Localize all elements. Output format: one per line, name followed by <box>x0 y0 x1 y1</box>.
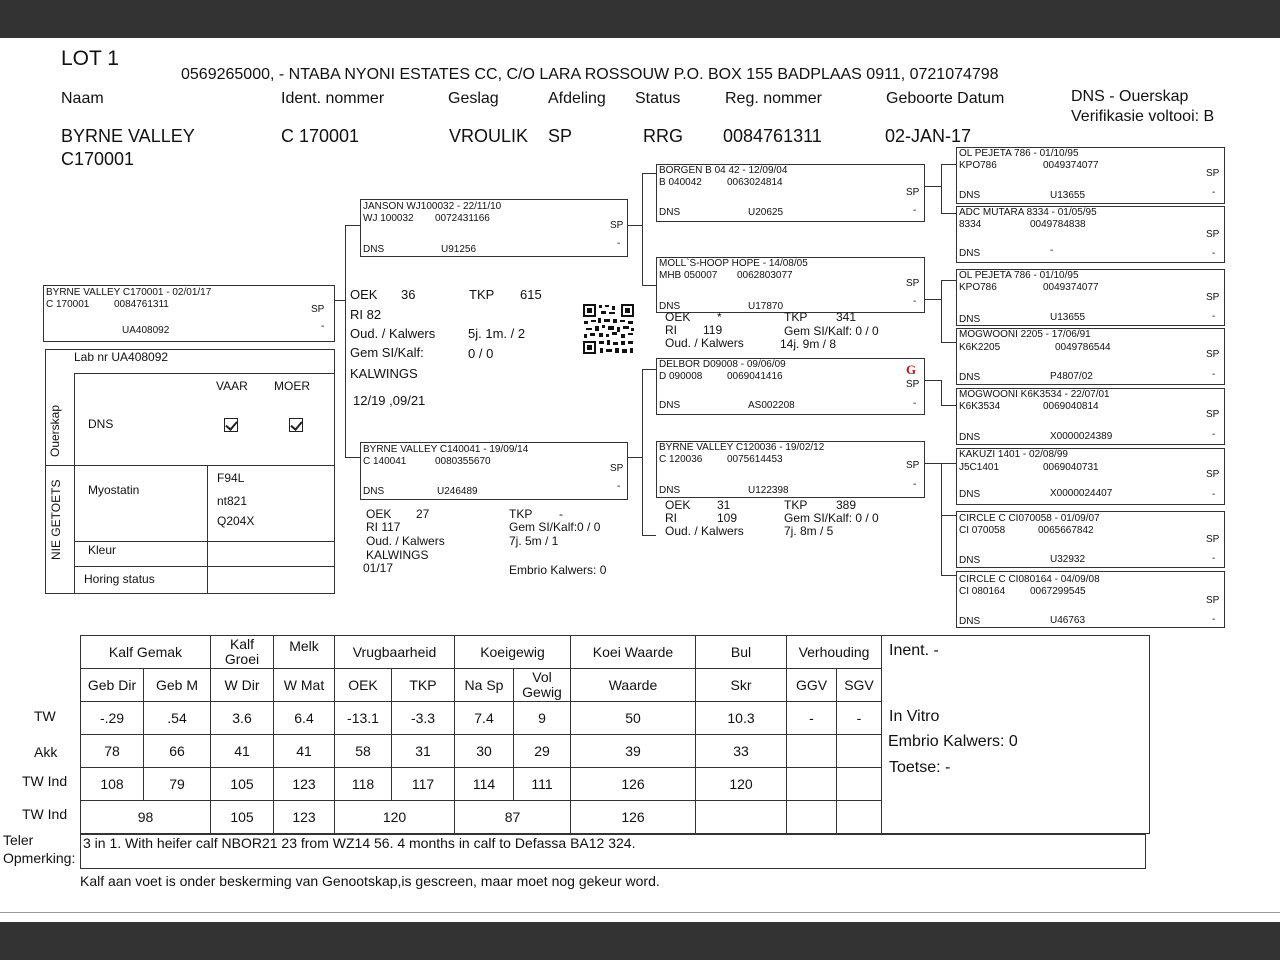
lab-vaar: VAAR <box>216 379 248 393</box>
table-cols-8: Waarde <box>571 669 696 702</box>
group-melk: Melk <box>274 636 335 669</box>
table-cols-2: W Dir <box>211 669 274 702</box>
animal-reg: 0084761311 <box>723 126 822 146</box>
ggp-3-sp: SP <box>1206 349 1220 360</box>
gp-1-id: U17870 <box>748 301 784 312</box>
self_box-l2a: C 170001 <box>46 299 90 310</box>
owner-details: 0569265000, - NTABA NYONI ESTATES CC, C/O LARA ROSSOUW P.O. BOX 155 BADPLAAS 0911, 0721074798 <box>181 66 999 83</box>
ouerskap-label: Ouerskap <box>48 404 62 457</box>
gp4_stats-oud: Oud. / Kalwers <box>665 524 744 538</box>
table-tw-9: 10.3 <box>696 702 787 735</box>
table-cols-11: SGV <box>837 669 882 702</box>
lab-dns: DNS <box>88 417 114 431</box>
dam_stats-oud: Oud. / Kalwers <box>366 534 445 548</box>
header-dns: DNS - Ouerskap <box>1071 88 1189 105</box>
table-twind-3: 123 <box>274 768 335 801</box>
table-tw-1: .54 <box>144 702 211 735</box>
gp-0-dns: DNS <box>659 207 681 218</box>
self_stats-kalw_v: 12/19 ,09/21 <box>353 393 426 408</box>
gp-1-dns: DNS <box>659 301 681 312</box>
group-koei-waarde: Koei Waarde <box>571 636 696 669</box>
gp-0-l1: BORGEN B 04 42 - 12/09/04 <box>659 165 788 176</box>
ggp-0-dns: DNS <box>959 190 981 201</box>
lab-m2: nt821 <box>217 494 248 508</box>
table-twind-9: 120 <box>696 768 787 801</box>
gp2_stats-tkp_v: 341 <box>836 310 857 324</box>
ggp-1-l2b: 0049784838 <box>1030 219 1086 230</box>
ggp-3-l2b: 0049786544 <box>1055 342 1111 353</box>
self_stats-tkp_v: 615 <box>520 287 542 302</box>
gp2_stats-oud_v: 14j. 9m / 8 <box>780 337 837 351</box>
table-toetse: Toetse: - <box>889 759 951 776</box>
bottom-bar <box>0 922 1280 960</box>
gp4_stats-tkp_v: 389 <box>836 498 857 512</box>
ggp-4-dns: DNS <box>959 432 981 443</box>
ggp-4-id: X0000024389 <box>1050 431 1113 442</box>
self_box-sp: SP <box>311 304 325 315</box>
table-twind-1: 79 <box>144 768 211 801</box>
gp4_stats-tkp_l: TKP <box>784 498 808 512</box>
table-cols-4: OEK <box>335 669 392 702</box>
pedigree-gp-2 <box>656 257 925 313</box>
table-tw-11: - <box>837 702 882 735</box>
ggp-7-l2a: CI 080164 <box>959 586 1006 597</box>
ggp-2-dns: DNS <box>959 314 981 325</box>
lab-m3: Q204X <box>217 514 255 528</box>
group-verhouding: Verhouding <box>787 636 882 669</box>
table-twind-0: 108 <box>81 768 144 801</box>
ggp-4-l2a: K6K3534 <box>959 401 1001 412</box>
ggp-0-l2b: 0049374077 <box>1043 160 1099 171</box>
society-logo-icon <box>905 362 919 376</box>
pedigree-gp-4 <box>656 441 925 498</box>
gp-2-id: AS002208 <box>748 400 795 411</box>
gp-2-dns: DNS <box>659 400 681 411</box>
dam-dns: DNS <box>363 486 385 497</box>
self_stats-oek_v: 36 <box>401 287 416 302</box>
table-tw-4: -13.1 <box>335 702 392 735</box>
lab-myostatin: Myostatin <box>88 483 140 497</box>
self_stats-tkp_l: TKP <box>469 287 495 302</box>
table-cols-10: GGV <box>787 669 837 702</box>
remarks-label2: Opmerking: <box>3 850 76 866</box>
animal-status: RRG <box>643 126 683 146</box>
ggp-6-l2b: 0065667842 <box>1038 525 1094 536</box>
dam_stats-tkp_v: - <box>559 507 563 521</box>
gp2_stats-tkp_l: TKP <box>784 310 808 324</box>
table-twind2-2: 123 <box>274 801 335 834</box>
dam-id: U246489 <box>437 486 478 497</box>
gp2_stats-oek_l: OEK <box>665 310 691 324</box>
table-akk-10 <box>787 735 837 768</box>
ggp-5-dash: - <box>1212 489 1216 500</box>
ggp-3-dash: - <box>1212 369 1216 380</box>
table-twind2-5: 126 <box>571 801 696 834</box>
table-akk-8: 39 <box>571 735 696 768</box>
pedigree-ggp-5 <box>956 388 1225 445</box>
gp-3-dash: - <box>913 479 917 490</box>
table-tw-6: 7.4 <box>455 702 514 735</box>
gp-1-l2a: MHB 050007 <box>659 270 718 281</box>
gp-2-l1: DELBOR D09008 - 09/06/09 <box>659 359 786 370</box>
top-bar <box>0 0 1280 38</box>
group-kalf-groei: Kalf Groei <box>211 636 274 669</box>
table-akk-5: 31 <box>392 735 455 768</box>
dam_stats-ri: RI 117 <box>366 520 401 534</box>
self_stats-oud: Oud. / Kalwers <box>350 326 436 341</box>
gp4_stats-ri_l: RI <box>665 511 677 525</box>
table-twind-10 <box>787 768 837 801</box>
gp2_stats-oek_v: * <box>717 310 722 324</box>
table-tw-8: 50 <box>571 702 696 735</box>
group-kalf-gemak: Kalf Gemak <box>81 636 211 669</box>
pedigree-gp-1 <box>656 164 925 222</box>
pedigree-ggp-6 <box>956 448 1225 505</box>
animal-naam-code: C170001 <box>61 149 135 169</box>
pedigree-ggp-4 <box>956 328 1225 385</box>
table-twind2-4: 87 <box>455 801 571 834</box>
dam_stats-oek_l: OEK <box>366 507 392 521</box>
ggp-1-sp: SP <box>1206 229 1220 240</box>
dam-l1: BYRNE VALLEY C140041 - 19/09/14 <box>363 444 529 455</box>
lab-kleur: Kleur <box>88 543 117 557</box>
pedigree-ggp-2 <box>956 206 1225 263</box>
sire-dash: - <box>617 238 621 249</box>
ggp-6-dns: DNS <box>959 555 981 566</box>
dam_stats-tkp_l: TKP <box>509 507 533 521</box>
ggp-2-id: U13655 <box>1050 312 1086 323</box>
gp-2-l2a: D 090008 <box>659 371 703 382</box>
ggp-2-l2b: 0049374077 <box>1043 282 1099 293</box>
ggp-6-l2a: CI 070058 <box>959 525 1006 536</box>
table-invitro: In Vitro <box>889 708 940 725</box>
table-row_labels-3: TW Ind <box>22 806 68 822</box>
self_stats-kalwings: KALWINGS <box>350 366 418 381</box>
self_stats-gem_v: 0 / 0 <box>468 346 494 361</box>
dam-sp: SP <box>610 463 624 474</box>
self_box-dash: - <box>321 321 325 332</box>
table-akk-3: 41 <box>274 735 335 768</box>
ggp-1-dns: DNS <box>959 248 981 259</box>
table-inent: Inent. - <box>889 642 939 659</box>
ggp-2-l2a: KPO786 <box>959 282 997 293</box>
table-cols-7: Vol Gewig <box>514 669 571 702</box>
ggp-2-dash: - <box>1212 311 1216 322</box>
pedigree-ggp-1 <box>956 147 1225 204</box>
nie-getoets-label: NIE GETOETS <box>49 479 63 560</box>
ggp-4-dash: - <box>1212 429 1216 440</box>
header-geslag: Geslag <box>448 90 499 107</box>
self_stats-ri: RI 82 <box>350 307 382 322</box>
ggp-3-l2a: K6K2205 <box>959 342 1001 353</box>
gp2_stats-ri_v: 119 <box>703 323 723 337</box>
sire-l2a: WJ 100032 <box>363 213 414 224</box>
ggp-5-dns: DNS <box>959 489 981 500</box>
table-tw-5: -3.3 <box>392 702 455 735</box>
ggp-3-l1: MOGWOONI 2205 - 17/06/91 <box>959 329 1091 340</box>
table-row_labels-2: TW Ind <box>22 773 68 789</box>
ggp-5-l2b: 0069040731 <box>1043 462 1099 473</box>
header-ident: Ident. nommer <box>281 90 385 107</box>
ggp-2-l1: OL PEJETA 786 - 01/10/95 <box>959 270 1079 281</box>
ggp-7-id: U46763 <box>1050 615 1086 626</box>
header-afdeling: Afdeling <box>548 90 606 107</box>
gp-3-dns: DNS <box>659 485 681 496</box>
remarks-text: 3 in 1. With heifer calf NBOR21 23 from WZ14 56. 4 months in calf to Defassa BA12 324. <box>83 835 636 851</box>
footer-note: Kalf aan voet is onder beskerming van Genootskap,is gescreen, maar moet nog gekeur word. <box>80 873 660 889</box>
ggp-0-l2a: KPO786 <box>959 160 997 171</box>
moer-dns-checkbox <box>289 418 303 432</box>
table-cols-3: W Mat <box>274 669 335 702</box>
animal-geslag: VROULIK <box>449 126 529 146</box>
gp-1-sp: SP <box>906 278 920 289</box>
table-row_labels-1: Akk <box>34 744 58 760</box>
group-vrugbaarheid: Vrugbaarheid <box>335 636 455 669</box>
gp2_stats-ri_l: RI <box>665 323 677 337</box>
table-cols-6: Na Sp <box>455 669 514 702</box>
animal-ident: C 170001 <box>281 126 360 146</box>
ggp-6-id: U32932 <box>1050 554 1086 565</box>
dam_stats-embrio: Embrio Kalwers: 0 <box>509 563 607 577</box>
lab-horing: Horing status <box>84 572 155 586</box>
pedigree-ggp-7 <box>956 511 1225 568</box>
ggp-4-l2b: 0069040814 <box>1043 401 1099 412</box>
table-akk-1: 66 <box>144 735 211 768</box>
table-twind-4: 118 <box>335 768 392 801</box>
sire-sp: SP <box>610 220 624 231</box>
ggp-1-l1: ADC MUTARA 8334 - 01/05/95 <box>959 207 1097 218</box>
table-row_labels-0: TW <box>34 708 56 724</box>
table-cols-0: Geb Dir <box>81 669 144 702</box>
table-akk-4: 58 <box>335 735 392 768</box>
table-tw-10: - <box>787 702 837 735</box>
sire-l1: JANSON WJ100032 - 22/11/10 <box>363 201 502 212</box>
gp-0-sp: SP <box>906 187 920 198</box>
dam-l2b: 0080355670 <box>435 456 491 467</box>
qr-code <box>582 303 635 355</box>
lab-section <box>45 349 335 594</box>
vaar-dns-checkbox <box>224 418 238 432</box>
ggp-7-dash: - <box>1212 614 1216 625</box>
gp4_stats-ri_v: 109 <box>717 511 738 525</box>
table-akk-11 <box>837 735 882 768</box>
pedigree-dam <box>360 442 628 500</box>
ggp-4-sp: SP <box>1206 409 1220 420</box>
dam_stats-kalwings: KALWINGS <box>366 548 429 562</box>
dam_stats-oek_v: 27 <box>416 507 430 521</box>
gp-1-dash: - <box>913 296 917 307</box>
ggp-0-dash: - <box>1212 187 1216 198</box>
svg-text:G: G <box>906 362 917 376</box>
table-cols-5: TKP <box>392 669 455 702</box>
gp-0-l2b: 0063024814 <box>727 177 783 188</box>
gp-2-sp: SP <box>906 379 920 390</box>
lab-labnr: Lab nr UA408092 <box>74 350 169 364</box>
header-geboorte: Geboorte Datum <box>886 90 1005 107</box>
table-akk-9: 33 <box>696 735 787 768</box>
table-embrio: Embrio Kalwers: 0 <box>888 733 1018 750</box>
dam_stats-gem: Gem SI/Kalf:0 / 0 <box>509 520 601 534</box>
ggp-2-sp: SP <box>1206 292 1220 303</box>
table-tw-3: 6.4 <box>274 702 335 735</box>
gp-2-l2b: 0069041416 <box>727 371 783 382</box>
table-cols-9: Skr <box>696 669 787 702</box>
table-cols-1: Geb M <box>144 669 211 702</box>
table-akk-0: 78 <box>81 735 144 768</box>
sire-dns: DNS <box>363 244 385 255</box>
pedigree-self <box>43 285 335 342</box>
table-akk-6: 30 <box>455 735 514 768</box>
gp-0-dash: - <box>913 205 917 216</box>
lot-number: LOT 1 <box>61 47 119 70</box>
pedigree-gp-3 <box>656 358 925 415</box>
footer-rule <box>0 912 1280 913</box>
lab-m1: F94L <box>217 471 245 485</box>
inent-panel <box>882 636 1150 834</box>
self_stats-oud_v: 5j. 1m. / 2 <box>468 326 526 341</box>
ggp-0-sp: SP <box>1206 168 1220 179</box>
ggp-7-l2b: 0067299545 <box>1030 586 1086 597</box>
gp-3-l1: BYRNE VALLEY C120036 - 19/02/12 <box>659 442 825 453</box>
ggp-5-sp: SP <box>1206 469 1220 480</box>
sire-l2b: 0072431166 <box>435 213 490 224</box>
header-status: Status <box>635 90 681 107</box>
ggp-0-id: U13655 <box>1050 190 1086 201</box>
gp-0-id: U20625 <box>748 207 784 218</box>
table-twind2-1: 105 <box>211 801 274 834</box>
header-verifikasie: Verifikasie voltooi: B <box>1071 108 1215 125</box>
ggp-1-id: - <box>1050 245 1054 256</box>
group-bul: Bul <box>696 636 787 669</box>
lab-moer: MOER <box>274 379 310 393</box>
animal-naam: BYRNE VALLEY <box>61 126 195 146</box>
ggp-3-id: P4807/02 <box>1050 371 1093 382</box>
table-twind2-3: 120 <box>335 801 455 834</box>
table-akk-7: 29 <box>514 735 571 768</box>
ggp-6-sp: SP <box>1206 534 1220 545</box>
gp4_stats-gem: Gem SI/Kalf: 0 / 0 <box>784 511 879 525</box>
table-akk-2: 41 <box>211 735 274 768</box>
pedigree-sire <box>360 199 628 257</box>
ggp-7-sp: SP <box>1206 595 1220 606</box>
ggp-7-l1: CIRCLE C CI080164 - 04/09/08 <box>959 574 1100 585</box>
gp-3-id: U122398 <box>748 485 789 496</box>
ggp-7-dns: DNS <box>959 616 981 627</box>
sire-id: U91256 <box>441 244 477 255</box>
self_box-l1: BYRNE VALLEY C170001 - 02/01/17 <box>46 287 212 298</box>
dam-dash: - <box>617 481 621 492</box>
remarks-box <box>80 834 1146 869</box>
ggp-3-dns: DNS <box>959 372 981 383</box>
gp-3-sp: SP <box>906 460 920 471</box>
table-twind2-6 <box>696 801 787 834</box>
dam_stats-kalw_v: 01/17 <box>363 561 394 575</box>
header-naam: Naam <box>61 90 104 107</box>
table-tw-2: 3.6 <box>211 702 274 735</box>
gp-3-l2b: 0075614453 <box>727 454 783 465</box>
self_stats-oek_l: OEK <box>350 287 378 302</box>
table-twind-5: 117 <box>392 768 455 801</box>
table-tw-7: 9 <box>514 702 571 735</box>
gp-0-l2a: B 040042 <box>659 177 702 188</box>
table-twind-6: 114 <box>455 768 514 801</box>
gp-2-dash: - <box>913 398 917 409</box>
table-tw-0: -.29 <box>81 702 144 735</box>
gp-1-l1: MOLL`S-HOOP HOPE - 14/08/05 <box>659 258 808 269</box>
remarks-label1: Teler <box>3 832 34 848</box>
ggp-0-l1: OL PEJETA 786 - 01/10/95 <box>959 148 1079 159</box>
ggp-5-l2a: J5C1401 <box>959 462 1000 473</box>
breeding-values-table <box>80 635 1150 834</box>
ggp-1-l2a: 8334 <box>959 219 982 230</box>
gp-3-l2a: C 120036 <box>659 454 703 465</box>
group-koeigewig: Koeigewig <box>455 636 571 669</box>
pedigree-ggp-3 <box>956 269 1225 326</box>
gp2_stats-gem: Gem SI/Kalf: 0 / 0 <box>784 324 879 338</box>
ggp-6-dash: - <box>1212 553 1216 564</box>
ggp-4-l1: MOGWOONI K6K3534 - 22/07/01 <box>959 389 1110 400</box>
table-twind-7: 111 <box>514 768 571 801</box>
gp4_stats-oud_v: 7j. 8m / 5 <box>784 524 834 538</box>
pedigree-ggp-8 <box>956 571 1225 628</box>
self_box-id: UA408092 <box>122 325 170 336</box>
self_stats-gem: Gem SI/Kalf: <box>350 345 424 360</box>
self_box-l2b: 0084761311 <box>114 299 169 310</box>
ggp-1-dash: - <box>1212 248 1216 259</box>
table-twind2-0: 98 <box>81 801 211 834</box>
table-twind-11 <box>837 768 882 801</box>
table-twind-2: 105 <box>211 768 274 801</box>
gp4_stats-oek_l: OEK <box>665 498 691 512</box>
ggp-5-id: X0000024407 <box>1050 488 1113 499</box>
dam-l2a: C 140041 <box>363 456 407 467</box>
gp4_stats-oek_v: 31 <box>717 498 731 512</box>
ggp-6-l1: CIRCLE C CI070058 - 01/09/07 <box>959 513 1100 524</box>
animal-geboorte: 02-JAN-17 <box>885 126 972 146</box>
table-twind-8: 126 <box>571 768 696 801</box>
dam_stats-oud_v: 7j. 5m / 1 <box>509 534 559 548</box>
animal-afdeling: SP <box>548 126 573 146</box>
header-reg: Reg. nommer <box>725 90 822 107</box>
gp2_stats-oud: Oud. / Kalwers <box>665 336 744 350</box>
gp-1-l2b: 0062803077 <box>737 270 793 281</box>
ggp-5-l1: KAKUZI 1401 - 02/08/99 <box>959 449 1068 460</box>
